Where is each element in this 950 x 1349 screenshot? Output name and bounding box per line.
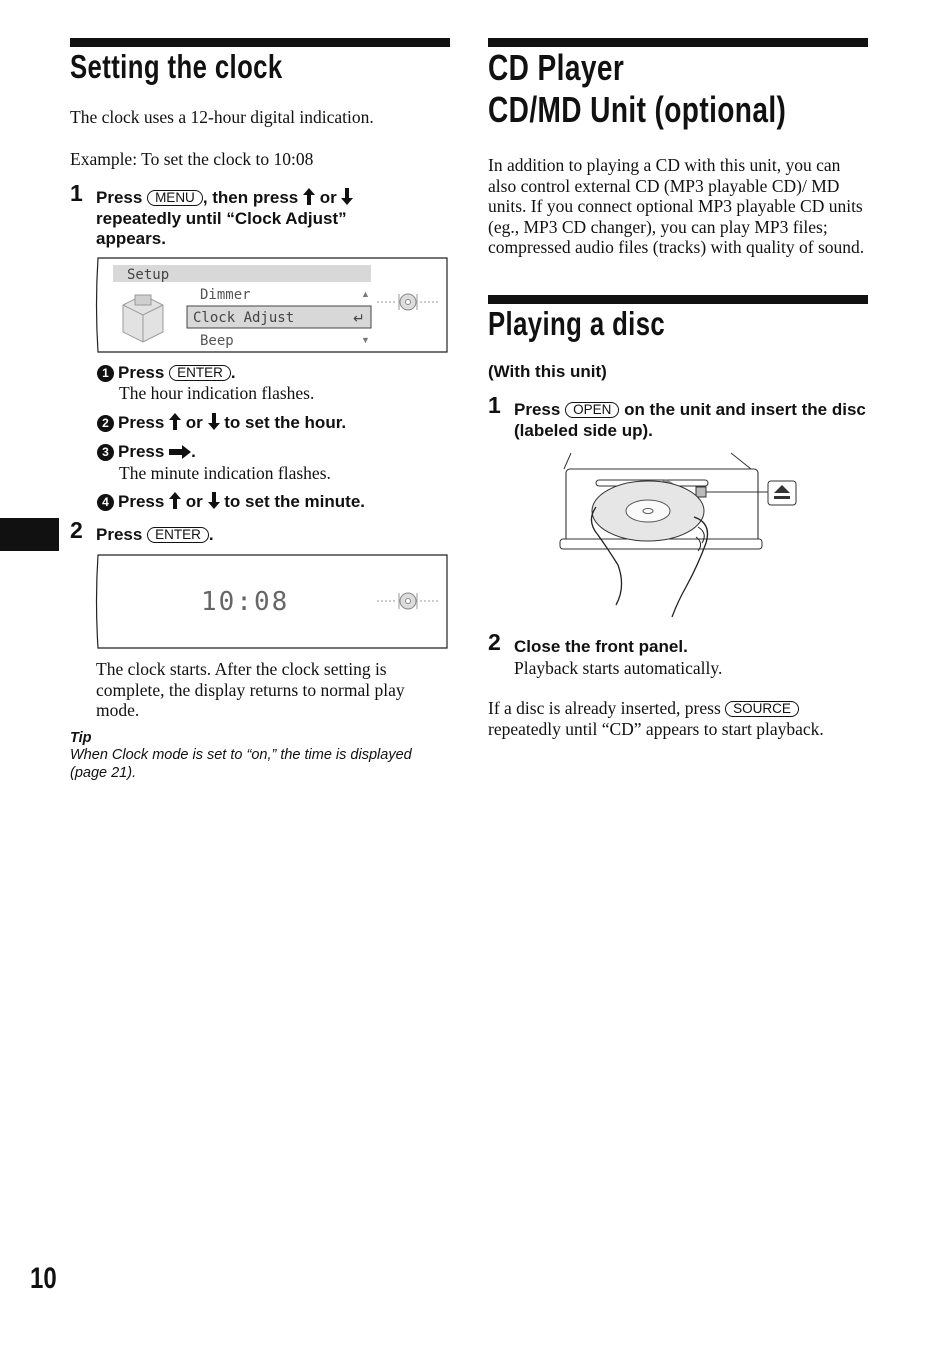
substep-text: to set the hour.	[224, 412, 347, 432]
tip-text: When Clock mode is set to “on,” the time is displayed (page 21).	[70, 746, 412, 781]
arrow-right-icon	[169, 445, 191, 459]
disc-indicator-icon	[377, 593, 438, 609]
substep-text: Press	[118, 412, 165, 432]
substep-2	[70, 413, 450, 434]
play-step-2	[488, 629, 868, 658]
clock-after-text: The clock starts. After the clock setting is complete, the display returns to normal play mode.	[96, 659, 405, 720]
side-tab-marker	[0, 518, 59, 551]
step-number: 1	[488, 392, 501, 418]
section-title-cd-player: CD Player	[488, 47, 625, 88]
section-rule	[488, 295, 868, 304]
step-text: repeatedly until “Clock Adjust”	[96, 208, 347, 228]
arrow-up-icon	[169, 492, 181, 509]
clock-example: Example: To set the clock to 10:08	[70, 148, 314, 169]
arrow-down-icon	[208, 413, 220, 430]
insert-disc-illustration	[546, 447, 806, 627]
step-2: 2 Press ENTER .	[70, 516, 214, 544]
final-text-post: repeatedly until “CD” appears to start playback.	[488, 718, 824, 739]
section-rule	[488, 38, 868, 47]
section-title-clock: Setting the clock	[70, 48, 283, 85]
step-text: Press	[96, 188, 143, 207]
step-number: 1	[70, 180, 83, 206]
play-step-2-note: Playback starts automatically.	[514, 657, 723, 678]
substep-text: Press	[118, 362, 165, 382]
cd-intro: In addition to playing a CD with this unit, you can also control external CD (MP3 playable CD)/ MD units. If you connect optional MP3 playable CD units (eg., MP3 CD changer), you can play MP3 files; compressed audio files (tracks) with quality of sound.	[488, 155, 865, 257]
step-text: Close the front panel.	[514, 637, 688, 656]
substep-1-note: The hour indication flashes.	[119, 383, 315, 403]
section-rule	[70, 38, 450, 47]
arrow-up-icon	[169, 413, 181, 430]
substep-text: or	[185, 412, 203, 432]
substep-number: 4	[97, 494, 114, 511]
menu-key: MENU	[147, 190, 203, 206]
step-text: or	[319, 188, 337, 207]
substep-3-note: The minute indication flashes.	[119, 462, 331, 483]
step-text: Press	[514, 400, 561, 419]
step-number: 2	[488, 629, 501, 655]
enter-key: ENTER	[169, 365, 231, 381]
step-text: on the unit and insert the disc (labeled side up).	[514, 400, 866, 440]
tip-title: Tip	[70, 729, 92, 746]
display-item-dimmer: Dimmer	[200, 286, 251, 303]
page-number: 10	[30, 1262, 57, 1295]
left-column	[70, 38, 450, 782]
setup-menu-display	[95, 257, 448, 353]
clock-time: 10:08	[201, 587, 290, 617]
scroll-up-icon: ▲	[361, 288, 370, 299]
display-item-clock-adjust: Clock Adjust	[193, 309, 295, 326]
substep-number: 2	[97, 415, 114, 432]
subhead-with-unit: (With this unit)	[488, 361, 607, 381]
substep-number: 3	[97, 444, 114, 461]
clock-intro: The clock uses a 12-hour digital indication.	[70, 107, 374, 127]
step-text: , then press	[202, 188, 299, 207]
step-number: 2	[70, 516, 83, 543]
step-text: Press	[96, 524, 143, 544]
final-text-pre: If a disc is already inserted, press	[488, 698, 721, 718]
arrow-down-icon	[208, 492, 220, 509]
section-title-playing: Playing a disc	[488, 304, 666, 342]
play-step-1	[488, 392, 868, 441]
substep-text: Press	[118, 442, 165, 461]
source-key: SOURCE	[725, 701, 799, 717]
substep-number: 1	[97, 365, 114, 382]
substep-text: or	[185, 492, 203, 511]
clock-display	[95, 554, 448, 649]
setup-box-icon	[123, 295, 163, 342]
substep-text: to set the minute.	[224, 492, 365, 511]
display-header: Setup	[127, 266, 170, 283]
arrow-down-icon	[341, 188, 353, 205]
substep-1: 1 Press ENTER .	[70, 363, 450, 384]
step-1	[70, 180, 450, 250]
enter-return-icon: ↵	[353, 311, 365, 327]
substep-3: 3 Press .	[70, 442, 450, 463]
disc-indicator-icon	[377, 294, 438, 310]
open-key: OPEN	[565, 402, 619, 418]
section-title-cdmd-unit: CD/MD Unit (optional)	[488, 89, 787, 130]
scroll-down-icon: ▼	[361, 334, 370, 345]
play-final-text	[488, 698, 868, 739]
arrow-up-icon	[303, 188, 315, 205]
substep-text: Press	[118, 492, 165, 511]
step-text: appears.	[96, 229, 166, 248]
right-column	[488, 38, 868, 739]
enter-key: ENTER	[147, 527, 209, 543]
display-item-beep: Beep	[200, 332, 234, 349]
substep-4	[70, 492, 450, 513]
